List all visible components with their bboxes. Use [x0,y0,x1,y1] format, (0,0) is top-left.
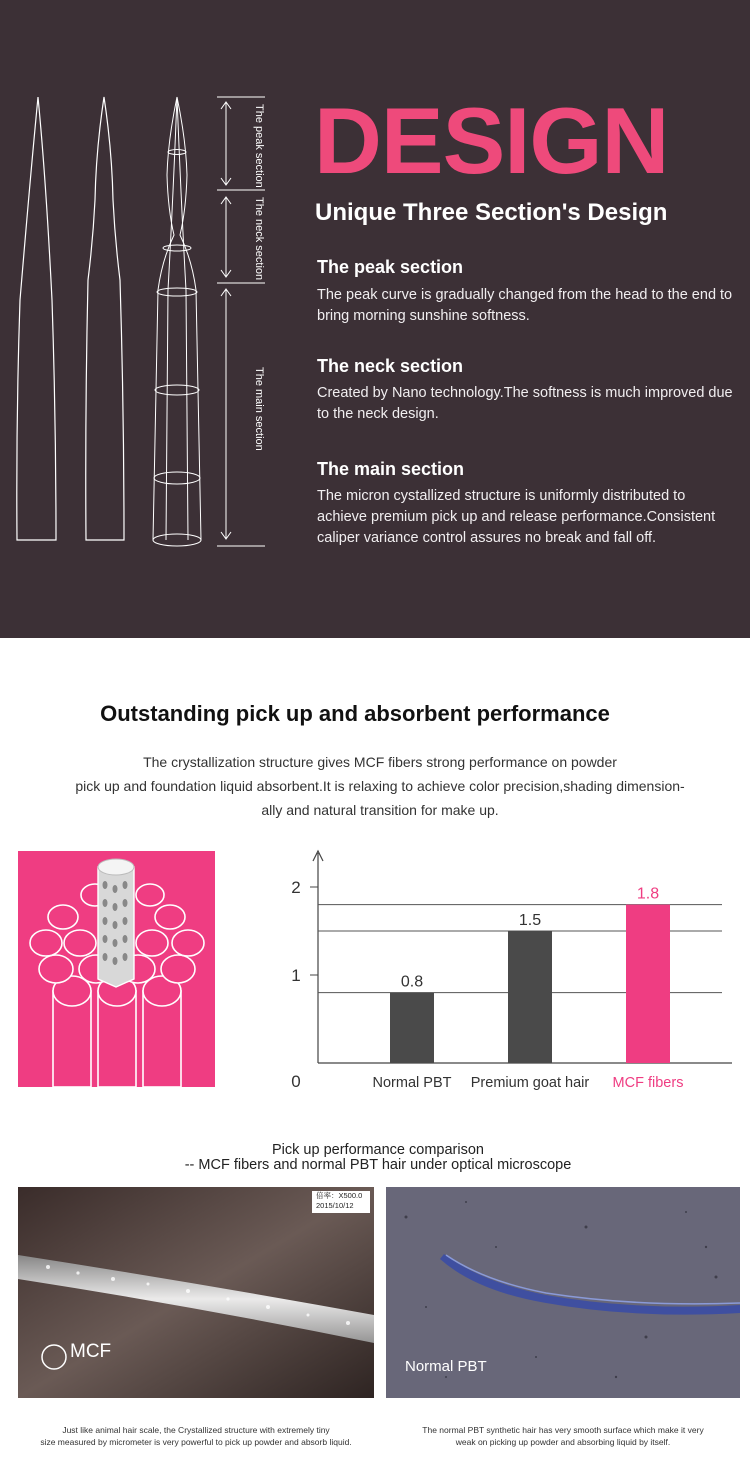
category-label: MCF fibers [612,1075,684,1091]
comparison-title-line1: Pick up performance comparison [272,1142,484,1158]
neck-section-label: The neck section [253,197,265,281]
performance-title: Outstanding pick up and absorbent performance [100,701,610,726]
pbt-caption-line2: weak on picking up powder and absorbing liquid by itself. [455,1437,671,1447]
category-label: Normal PBT [372,1075,452,1091]
photo-date: 2015/10/12 [316,1201,354,1210]
mcf-caption-line2: size measured by micrometer is very powerful to pick up powder and absorb liquid. [40,1437,352,1447]
mcf-microscope-photo [18,1187,374,1398]
data-label: 0.8 [400,973,424,991]
peak-section-text: The peak curve is gradually changed from the head to the end to bring morning sunshine softness. [317,287,733,324]
comparison-title-line2: -- MCF fibers and normal PBT hair under optical microscope [184,1157,572,1173]
bar [390,993,434,1063]
peak-section-title: The peak section [317,257,464,277]
normal-pbt-label: Normal PBT [405,1358,487,1375]
comparison-title [0,1143,750,1173]
fiber-bundle-illustration [18,851,215,1087]
fiber-bundle-graphic [18,851,215,1087]
mcf-caption [18,1424,374,1448]
main-section-title: The main section [317,459,465,479]
pbt-microscope-photo [386,1187,740,1398]
performance-bar-chart [280,845,740,1095]
photo-stamp [316,1191,362,1211]
crystal-fiber [98,859,134,987]
y-tick-label: 0 [291,1072,301,1091]
bar [626,905,670,1063]
bar [508,931,552,1063]
peak-section-label: The peak section [253,104,265,188]
performance-line: ally and natural transition for make up. [261,802,499,818]
bristle-illustration [0,0,300,638]
photo-magnification: 倍率：X500.0 [316,1191,363,1200]
neck-section-text: Created by Nano technology.The softness is much improved due to the neck design. [317,385,733,422]
data-label: 1.5 [518,912,542,929]
y-tick-label: 2 [291,878,301,897]
pbt-caption-line1: The normal PBT synthetic hair has very smooth surface which make it very [422,1425,704,1435]
data-label: 1.8 [636,885,660,903]
pbt-caption [386,1424,740,1448]
performance-line: pick up and foundation liquid absorbent.It is relaxing to achieve color precision,shading dimension- [75,778,685,794]
design-heading: DESIGN [314,88,669,193]
performance-description [30,750,730,822]
main-section-label: The main section [253,367,265,451]
design-subheading: Unique Three Section's Design [315,199,668,226]
performance-line: The crystallization structure gives MCF fibers strong performance on powder [143,754,617,770]
y-tick-label: 1 [291,966,301,985]
main-section-text: The micron cystallized structure is uniformly distributed to achieve premium pick up and release performance.Consistent caliper variance control assures no break and fall off. [317,488,716,546]
category-label: Premium goat hair [470,1075,590,1091]
mcf-logo-text: MCF [70,1341,112,1362]
neck-section-title: The neck section [317,356,464,376]
mcf-caption-line1: Just like animal hair scale, the Crystallized structure with extremely tiny [62,1425,330,1435]
